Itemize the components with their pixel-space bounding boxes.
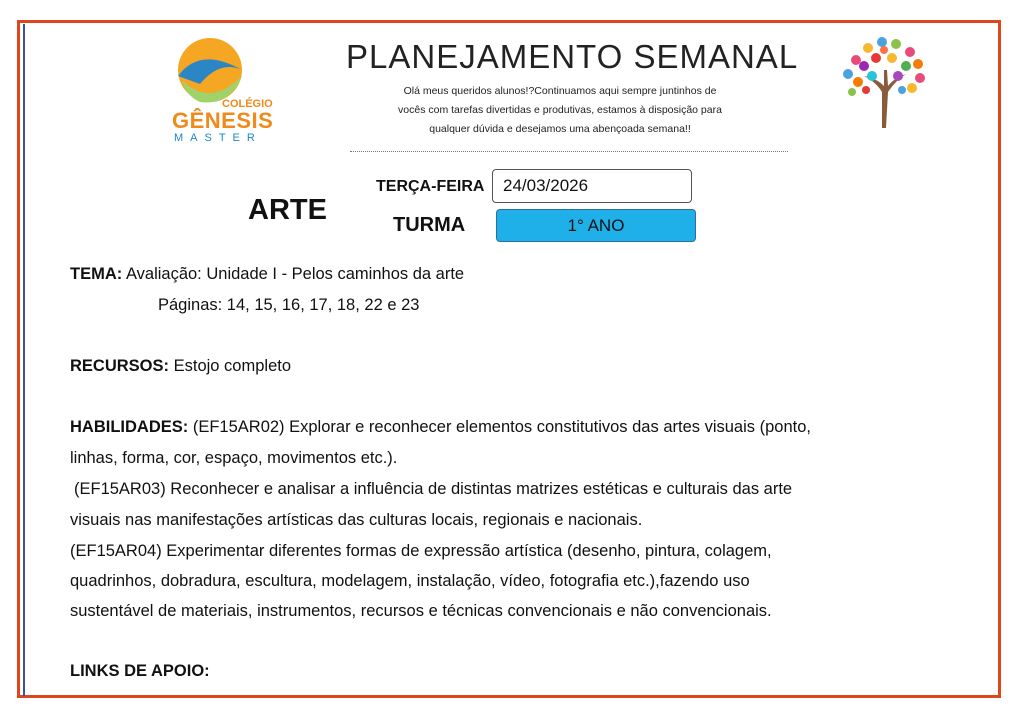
class-field: 1° ANO xyxy=(496,209,696,242)
habilidades-line xyxy=(70,418,811,437)
habilidade-text: (EF15AR02) Explorar e reconhecer elementos constitutivos das artes visuais (ponto, xyxy=(192,418,811,436)
habilidade-text: quadrinhos, dobradura, escultura, modelagem, instalação, vídeo, fotografia etc.),fazendo uso xyxy=(70,572,750,590)
greeting-line: vocês com tarefas divertidas e produtivas, estamos à disposição para xyxy=(398,104,722,116)
page-left-accent xyxy=(23,24,25,696)
habilidade-text: (EF15AR04) Experimentar diferentes formas de expressão artística (desenho, pintura, colagem, xyxy=(70,542,772,560)
tema-line xyxy=(70,265,464,284)
logo-text-master: MASTER xyxy=(174,132,262,144)
logo-text-genesis: GÊNESIS xyxy=(172,108,274,133)
greeting-line: Olá meus queridos alunos!?Continuamos aqui sempre juntinhos de xyxy=(403,85,717,97)
logo-text-colegio: COLÉGIO xyxy=(222,98,273,110)
day-label: TERÇA-FEIRA xyxy=(376,178,485,195)
tema-value: Avaliação: Unidade I - Pelos caminhos da arte xyxy=(125,265,465,283)
habilidade-text: linhas, forma, cor, espaço, movimentos etc.). xyxy=(70,449,398,467)
recursos-value: Estojo completo xyxy=(173,357,292,375)
habilidade-text: sustentável de materiais, instrumentos, recursos e técnicas convencionais e não convencionais. xyxy=(70,602,772,620)
greeting-message xyxy=(360,82,760,139)
date-field: 24/03/2026 xyxy=(492,169,692,203)
header-divider xyxy=(350,151,788,152)
class-label: TURMA xyxy=(393,214,466,236)
habilidade-text: visuais nas manifestações artísticas das culturas locais, regionais e nacionais. xyxy=(70,511,643,529)
recursos-label: RECURSOS: xyxy=(70,357,170,375)
recursos-line xyxy=(70,357,291,376)
subject-title: ARTE xyxy=(248,194,327,226)
greeting-line: qualquer dúvida e desejamos uma abençoada semana!! xyxy=(429,123,691,135)
habilidade-text: (EF15AR03) Reconhecer e analisar a influência de distintas matrizes estéticas e culturais das arte xyxy=(74,480,793,498)
tema-label: TEMA: xyxy=(70,265,123,283)
links-label: LINKS DE APOIO: xyxy=(70,662,210,680)
page-title: PLANEJAMENTO SEMANAL xyxy=(346,38,799,75)
habilidades-label: HABILIDADES: xyxy=(70,418,189,436)
pages-line: Páginas: 14, 15, 16, 17, 18, 22 e 23 xyxy=(158,296,420,314)
colorful-tree-icon xyxy=(836,30,932,130)
